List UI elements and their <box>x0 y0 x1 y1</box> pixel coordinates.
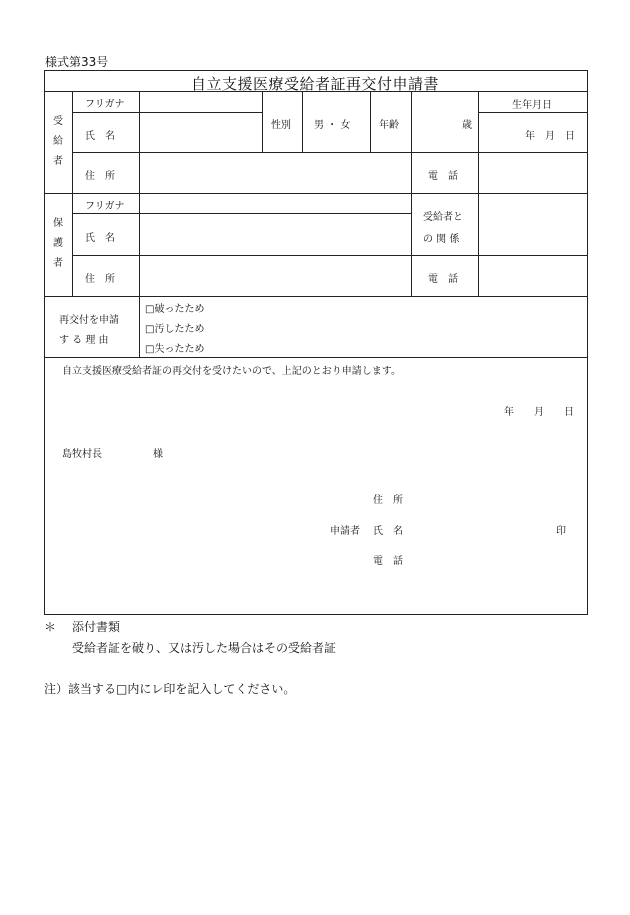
guardian-address-field[interactable] <box>140 256 410 295</box>
attachments-text: 受給者証を破り、又は汚した場合はその受給者証 <box>72 641 337 655</box>
guardian-name-label: 氏 名 <box>85 233 115 244</box>
relation-label-1: 受給者と <box>423 212 463 223</box>
applicant-phone-label: 電 話 <box>373 556 403 567</box>
grid-line <box>302 91 303 152</box>
applicant-name-label: 氏 名 <box>373 526 403 537</box>
age-field[interactable] <box>412 92 477 151</box>
grid-line <box>44 357 588 358</box>
reason-option-torn[interactable]: □破ったため <box>145 304 205 315</box>
guardian-section-label: 保護者 <box>53 218 63 269</box>
applicant-phone-field[interactable] <box>412 547 572 567</box>
declaration-text: 自立支援医療受給者証の再交付を受けたいので、上記のとおり申請します。 <box>62 366 401 377</box>
recipient-section-label: 受給者 <box>53 116 63 167</box>
recipient-phone-field[interactable] <box>479 153 587 192</box>
recipient-address-field[interactable] <box>140 153 410 192</box>
recipient-furigana-field[interactable] <box>140 92 261 111</box>
recipient-address-label: 住 所 <box>85 171 115 182</box>
guardian-furigana-field[interactable] <box>140 194 410 212</box>
grid-line <box>44 296 588 297</box>
recipient-name-field[interactable] <box>140 113 261 151</box>
gender-label: 性別 <box>271 120 291 131</box>
form-title: 自立支援医療受給者証再交付申請書 <box>191 75 440 93</box>
reason-label-2: す る 理 由 <box>59 335 109 346</box>
applicant-address-field[interactable] <box>412 486 572 506</box>
recipient-name-label: 氏 名 <box>85 131 115 142</box>
reason-option-lost[interactable]: □失ったため <box>145 344 205 355</box>
guardian-phone-label: 電 話 <box>428 274 458 285</box>
form-number: 様式第33号 <box>45 55 109 69</box>
checkbox-instruction-note: 注）該当する□内にレ印を記入してください。 <box>44 682 296 696</box>
guardian-name-field[interactable] <box>140 214 410 254</box>
guardian-phone-field[interactable] <box>479 256 587 295</box>
reason-option-soiled[interactable]: □汚したため <box>145 324 205 335</box>
grid-line <box>478 112 588 113</box>
age-unit: 歳 <box>462 120 472 131</box>
applicant-address-label: 住 所 <box>373 495 403 506</box>
honorific: 様 <box>153 449 163 460</box>
birthdate-format[interactable]: 年 月 日 <box>525 131 575 142</box>
birthdate-label: 生年月日 <box>512 100 552 111</box>
guardian-address-label: 住 所 <box>85 274 115 285</box>
reason-label-1: 再交付を申請 <box>59 315 119 326</box>
recipient-furigana-label: フリガナ <box>85 99 125 110</box>
grid-line <box>72 91 73 296</box>
gender-options[interactable]: 男 ・ 女 <box>314 120 351 131</box>
seal-mark: 印 <box>556 526 566 537</box>
grid-line <box>262 91 263 152</box>
grid-line <box>370 91 371 152</box>
relation-field[interactable] <box>479 194 587 254</box>
age-label: 年齢 <box>379 120 399 131</box>
guardian-furigana-label: フリガナ <box>85 201 125 212</box>
application-date[interactable]: 年 月 日 <box>504 407 574 418</box>
applicant-label: 申請者 <box>330 526 360 537</box>
relation-label-2: の 関 係 <box>423 234 460 245</box>
attachments-heading: 添付書類 <box>72 620 121 634</box>
recipient-phone-label: 電 話 <box>428 171 458 182</box>
applicant-name-field[interactable] <box>412 517 552 537</box>
attachments-marker: ＊ <box>44 620 57 634</box>
addressee: 島牧村長 <box>62 449 102 460</box>
